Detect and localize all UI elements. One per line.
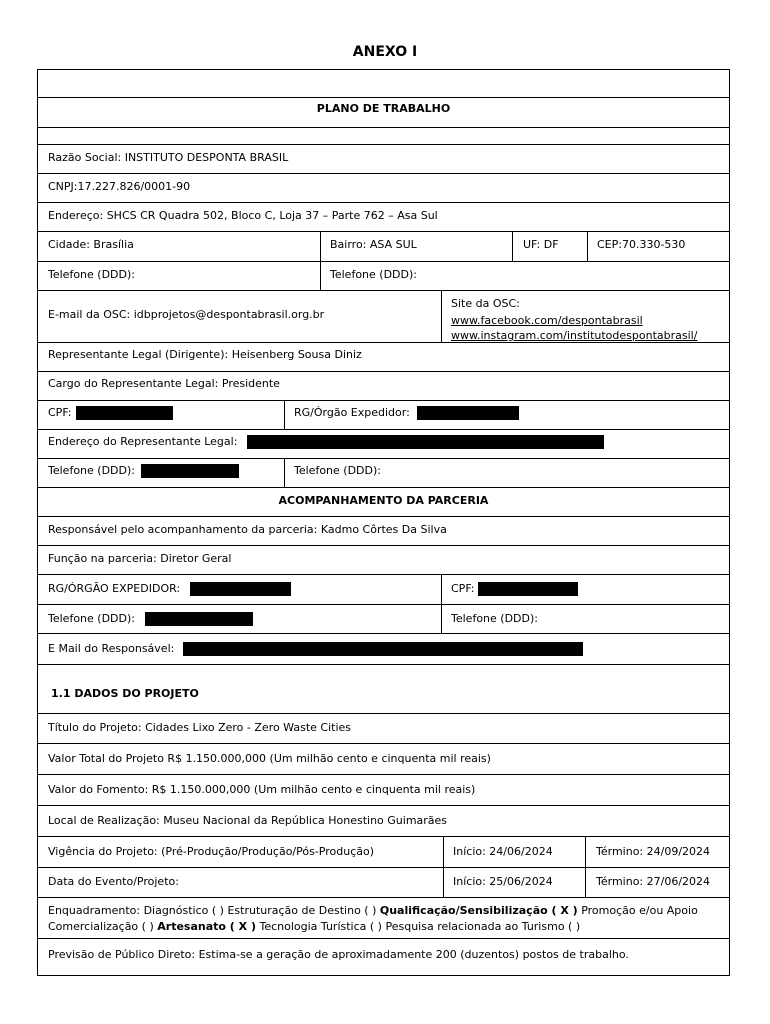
- row-divider: [37, 487, 730, 488]
- legal-representative: Representante Legal (Dirigente): Heisenberg Sousa Diniz: [48, 348, 362, 361]
- plan-title: PLANO DE TRABALHO: [316, 102, 451, 115]
- postal-code: CEP:70.330-530: [597, 238, 686, 251]
- row-divider: [37, 516, 730, 517]
- section-title-acompanhamento: ACOMPANHAMENTO DA PARCERIA: [278, 494, 489, 507]
- redaction-block: [190, 582, 291, 596]
- column-divider: [512, 231, 513, 261]
- manager-phone-2: Telefone (DDD):: [451, 612, 538, 625]
- row-divider: [37, 574, 730, 575]
- row-divider: [37, 897, 730, 898]
- redaction-block: [183, 642, 583, 656]
- project-title: Título do Projeto: Cidades Lixo Zero - Zero Waste Cities: [48, 721, 352, 734]
- column-divider: [441, 290, 442, 342]
- site-link-instagram[interactable]: www.instagram.com/institutodespontabrasil/: [451, 329, 698, 342]
- row-divider: [37, 261, 730, 262]
- project-validity: Vigência do Projeto: (Pré-Produção/Produção/Pós-Produção): [48, 845, 375, 858]
- partnership-manager: Responsável pelo acompanhamento da parceria: Kadmo Côrtes Da Silva: [48, 523, 447, 536]
- validity-start: Início: 24/06/2024: [453, 845, 553, 858]
- validity-end: Término: 24/09/2024: [596, 845, 711, 858]
- row-divider: [37, 400, 730, 401]
- redaction-block: [247, 435, 604, 449]
- expected-audience: Previsão de Público Direto: Estima-se a geração de aproximadamente 200 (duzentos) postos de trabalho.: [48, 948, 629, 961]
- column-divider: [284, 400, 285, 429]
- razao-social: Razão Social: INSTITUTO DESPONTA BRASIL: [48, 151, 289, 164]
- row-divider: [37, 604, 730, 605]
- row-divider: [37, 429, 730, 430]
- project-funding-value: Valor do Fomento: R$ 1.150.000,000 (Um milhão cento e cinquenta mil reais): [48, 783, 476, 796]
- classification-text: Comercialização ( ): [48, 920, 158, 933]
- classification-qualification: Qualificação/Sensibilização ( X ): [379, 904, 578, 917]
- row-divider: [37, 836, 730, 837]
- column-divider: [284, 458, 285, 487]
- row-divider: [37, 938, 730, 939]
- row-divider: [37, 545, 730, 546]
- classification-crafts: Artesanato ( X ): [157, 920, 256, 933]
- manager-rg-label: RG/ÓRGÃO EXPEDIDOR:: [48, 582, 181, 595]
- site-link-facebook[interactable]: www.facebook.com/despontabrasil: [451, 314, 643, 327]
- redaction-block: [478, 582, 578, 596]
- row-divider: [37, 231, 730, 232]
- column-divider: [441, 574, 442, 633]
- row-divider: [37, 743, 730, 744]
- classification-line-1: [48, 904, 698, 918]
- classification-text: Promoção e/ou Apoio: [577, 904, 698, 917]
- row-divider: [37, 371, 730, 372]
- redaction-block: [141, 464, 239, 478]
- neighborhood: Bairro: ASA SUL: [330, 238, 417, 251]
- representative-role: Cargo do Representante Legal: Presidente: [48, 377, 280, 390]
- redaction-block: [417, 406, 519, 420]
- row-divider: [37, 713, 730, 714]
- manager-phone-1: Telefone (DDD):: [48, 612, 135, 625]
- row-divider: [37, 805, 730, 806]
- osc-address: Endereço: SHCS CR Quadra 502, Bloco C, Loja 37 – Parte 762 – Asa Sul: [48, 209, 438, 222]
- partnership-role: Função na parceria: Diretor Geral: [48, 552, 232, 565]
- manager-email-label: E Mail do Responsável:: [48, 642, 175, 655]
- event-end: Término: 27/06/2024: [596, 875, 711, 888]
- annex-title: ANEXO I: [352, 44, 418, 60]
- row-divider: [37, 664, 730, 665]
- event-start: Início: 25/06/2024: [453, 875, 553, 888]
- row-divider: [37, 774, 730, 775]
- row-divider: [37, 202, 730, 203]
- osc-phone-2: Telefone (DDD):: [330, 268, 417, 281]
- column-divider: [320, 231, 321, 290]
- classification-text: Tecnologia Turística ( ) Pesquisa relacionada ao Turismo ( ): [255, 920, 581, 933]
- row-divider: [37, 127, 730, 128]
- event-date: Data do Evento/Projeto:: [48, 875, 179, 888]
- classification-text: Enquadramento: Diagnóstico ( ) Estruturação de Destino ( ): [48, 904, 380, 917]
- state: UF: DF: [523, 238, 559, 251]
- row-divider: [37, 458, 730, 459]
- representative-phone-2: Telefone (DDD):: [294, 464, 381, 477]
- project-location: Local de Realização: Museu Nacional da República Honestino Guimarães: [48, 814, 448, 827]
- site-label: Site da OSC:: [451, 297, 520, 310]
- column-divider: [443, 836, 444, 897]
- cnpj: CNPJ:17.227.826/0001-90: [48, 180, 191, 193]
- classification-line-2: [48, 920, 580, 934]
- section-title-project: 1.1 DADOS DO PROJETO: [51, 687, 199, 700]
- osc-email: E-mail da OSC: idbprojetos@despontabrasil.org.br: [48, 308, 325, 321]
- project-total-value: Valor Total do Projeto R$ 1.150.000,000 (Um milhão cento e cinquenta mil reais): [48, 752, 491, 765]
- row-divider: [37, 173, 730, 174]
- city: Cidade: Brasília: [48, 238, 134, 251]
- representative-cpf-label: CPF:: [48, 406, 72, 419]
- row-divider: [37, 867, 730, 868]
- representative-address-label: Endereço do Representante Legal:: [48, 435, 238, 448]
- redaction-block: [76, 406, 173, 420]
- osc-phone-1: Telefone (DDD):: [48, 268, 135, 281]
- column-divider: [585, 836, 586, 897]
- row-divider: [37, 290, 730, 291]
- representative-rg-label: RG/Órgão Expedidor:: [294, 406, 410, 419]
- manager-cpf-label: CPF:: [451, 582, 475, 595]
- row-divider: [37, 144, 730, 145]
- row-divider: [37, 633, 730, 634]
- representative-phone-1: Telefone (DDD):: [48, 464, 135, 477]
- redaction-block: [145, 612, 253, 626]
- column-divider: [587, 231, 588, 261]
- row-divider: [37, 97, 730, 98]
